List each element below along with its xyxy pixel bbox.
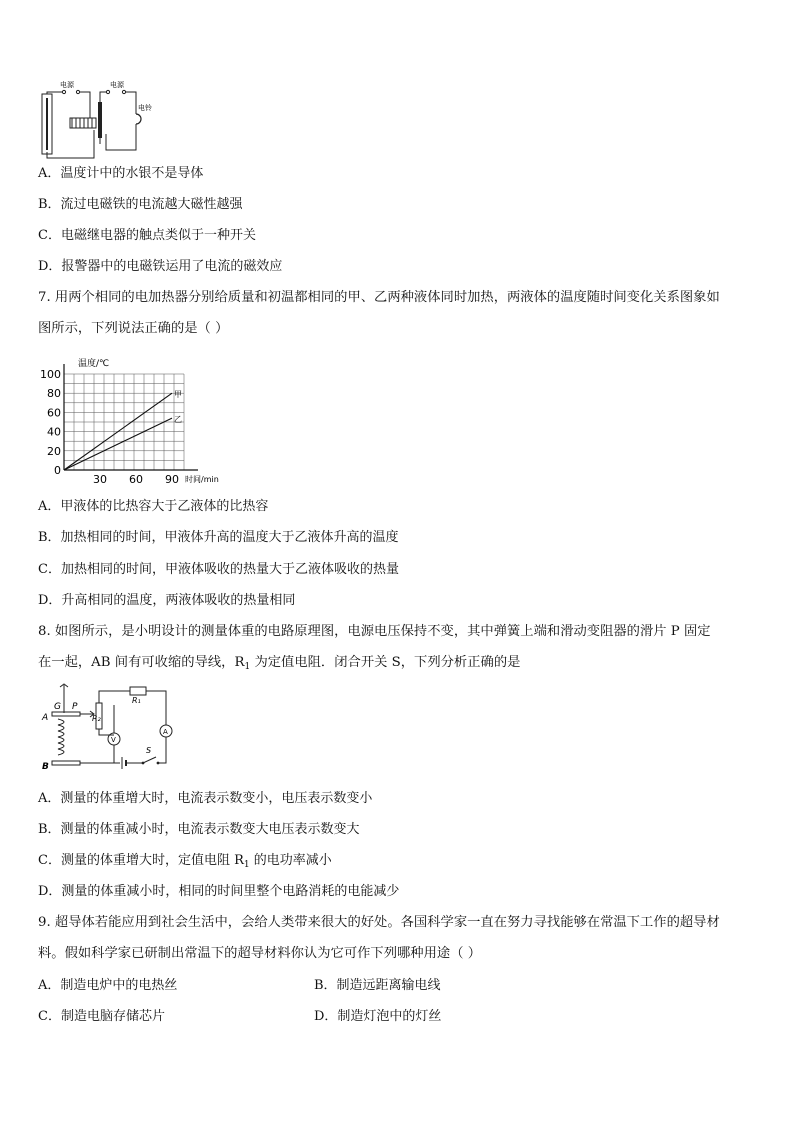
q8-label-s: S <box>146 746 152 755</box>
chart-y-tick-label: 100 <box>40 368 61 381</box>
chart-series-label: 乙 <box>174 415 182 425</box>
chart-y-tick-label: 40 <box>47 425 61 439</box>
temperature-time-chart <box>36 356 219 486</box>
q8-option-a: A．测量的体重增大时，电流表示数变小，电压表示数变小 <box>38 791 373 806</box>
q8-label-v: V <box>111 736 116 744</box>
q8-label-g: G <box>54 702 61 712</box>
chart-x-tick-label: 60 <box>129 473 143 486</box>
q9-option-c: C．制造电脑存储芯片 <box>38 1009 165 1024</box>
chart-series-label: 甲 <box>174 390 182 400</box>
q9-option-a: A．制造电炉中的电热丝 <box>38 978 178 993</box>
q8-label-ammeter: A <box>163 728 168 736</box>
q8-stem-line-2 <box>38 654 520 676</box>
q6-option-a: A．温度计中的水银不是导体 <box>38 166 204 181</box>
q8-option-b: B．测量的体重减小时，电流表示数变大电压表示数变大 <box>38 822 360 837</box>
q9-option-d: D．制造灯泡中的灯丝 <box>314 1009 442 1024</box>
q8-stem-line-1: 8. 如图所示，是小明设计的测量体重的电路原理图，电源电压保持不变，其中弹簧上端和滑动变阻器的滑片 P 固定 <box>38 624 711 639</box>
chart-y-tick-label: 0 <box>54 464 61 477</box>
q7-option-a: A．甲液体的比热容大于乙液体的比热容 <box>38 499 269 514</box>
bell-icon <box>136 114 141 124</box>
q8-circuit-figure <box>38 683 188 773</box>
q8-label-r1: R₁ <box>132 696 141 705</box>
chart-y-tick-label: 80 <box>47 387 61 401</box>
q8-stem-r1-subscript: 1 <box>244 662 251 672</box>
q9-stem-line-1: 9. 超导体若能应用到社会生活中，会给人类带来很大的好处。各国科学家一直在努力寻找能够在常温下工作的超导材 <box>38 915 720 930</box>
q6-circuit-figure <box>38 74 168 160</box>
q7-option-b: B．加热相同的时间，甲液体升高的温度大于乙液体升高的温度 <box>38 530 399 545</box>
q9-option-b: B．制造远距离输电线 <box>314 978 441 993</box>
q8-option-c-subscript: 1 <box>243 860 250 870</box>
chart-y-tick-label: 20 <box>47 444 61 458</box>
q6-option-c: C．电磁继电器的触点类似于一种开关 <box>38 228 256 243</box>
q9-stem-line-2: 料。假如科学家已研制出常温下的超导材料你认为它可作下列哪种用途（ ） <box>38 946 482 961</box>
q7-stem-line-2: 图所示，下列说法正确的是（ ） <box>38 321 229 336</box>
q6-option-d: D．报警器中的电磁铁运用了电流的磁效应 <box>38 259 283 274</box>
chart-y-tick-label: 60 <box>47 406 61 420</box>
r1-resistor <box>130 687 146 695</box>
chart-x-tick-label: 30 <box>93 473 107 486</box>
q8-option-c-post: 的电功率减小 <box>249 853 332 868</box>
chart-x-axis-label: 时间/min <box>185 475 219 484</box>
chart-y-axis-label: 温度/℃ <box>78 359 110 369</box>
q8-stem-line-2-post: 为定值电阻．闭合开关 S，下列分析正确的是 <box>250 655 521 670</box>
q6-power-label-2: 电源 <box>110 81 124 89</box>
q8-option-c-pre: C．测量的体重增大时，定值电阻 R <box>38 853 244 868</box>
switch-s <box>143 757 156 763</box>
q8-label-b: B <box>42 762 49 772</box>
q8-option-c <box>38 852 332 874</box>
q7-stem-line-1: 7. 用两个相同的电加热器分别给质量和初温都相同的甲、乙两种液体同时加热，两液体的温度随时间变化关系图象如 <box>38 290 720 305</box>
q6-power-label-1: 电源 <box>60 81 74 89</box>
spring <box>58 719 64 755</box>
q8-label-r2: R₂ <box>92 714 101 723</box>
q6-bell-label: 电铃 <box>138 104 152 112</box>
q6-option-b: B．流过电磁铁的电流越大磁性越强 <box>38 197 243 212</box>
q7-option-c: C．加热相同的时间，甲液体吸收的热量大于乙液体吸收的热量 <box>38 562 399 577</box>
q8-stem-line-2-pre: 在一起，AB 间有可收缩的导线，R <box>38 655 245 670</box>
q7-option-d: D．升高相同的温度，两液体吸收的热量相同 <box>38 593 296 608</box>
q8-label-a: A <box>42 713 49 723</box>
chart-series-line <box>64 418 172 470</box>
chart-x-tick-label: 90 <box>165 473 179 486</box>
q8-option-d: D．测量的体重减小时，相同的时间里整个电路消耗的电能减少 <box>38 884 400 899</box>
q8-label-p: P <box>72 702 78 712</box>
